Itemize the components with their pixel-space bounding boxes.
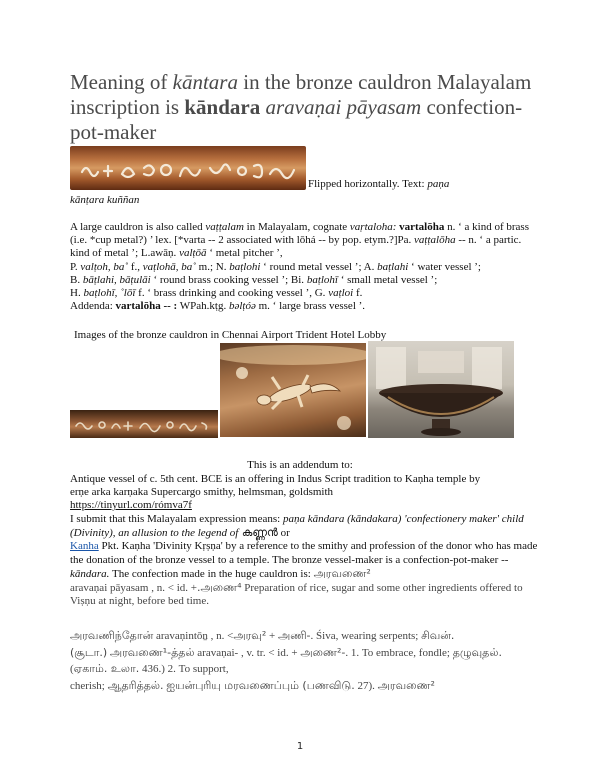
addendum-paragraph: Antique vessel of c. 5th cent. BCE is an offering in Indus Script tradition to Kaṇha temple by erṇe arka karṇaka Supercargo smithy, helmsman, goldsmith https://tinyurl.com/rómva7f [70,473,481,512]
cauldron-lobby-photo [368,341,514,438]
title-term-aravanai: aravaṇai pāyasam [265,95,422,119]
kanha-link[interactable]: Kanha [70,540,99,553]
images-caption: Images of the bronze cauldron in Chennai Airport Trident Hotel Lobby [74,329,387,341]
page-number: 1 [296,741,304,752]
photo-caption: Flipped horizontally. Text: paṇa [308,178,450,190]
tamil-lexicon-paragraph: அரவணிந்தோன் aravaṇintōṉ , n. <அரவு² + அணி-. Śiva, wearing serpents; சிவன். (சூடா.) அரவணை¹-த்தல் aravaṇai- , v. tr. < id. + அணை²-. 1. To embrace, fondle; தழுவுதல். (ஏகாம். உலா. 436.) 2. To support, cherish; ஆதரித்தல். ஐயன்புரியு மரவணைப்பும் (பணவிடு. 27). அரவணை² [70,629,502,692]
title-term-kantara: kāntara [172,70,238,94]
title-text: in the bronze cauldron Malayalam inscription is [70,70,532,119]
title-term-kandara: kāndara [184,95,261,119]
addendum-heading: This is an addendum to: [247,459,353,471]
cauldron-etymology-paragraph: A large cauldron is also called vaṭṭalam in Malayalam, cognate vaṛtaloha: vartalōha n. ‘ a kind of brass (i.e. *cup metal?) ’ lex. [*varta -- 2 associated with lōhá -- by pop. etym.?]Pa. vaṭṭalōha -- n. ‘ a partic. kind of metal ’; L.awāṇ. valṭōā ‘ metal pitcher ’, P. valṭoh, ba˚ f., vaṭlohā, ba˚ m.; N. baṭlohi ‘ round metal vessel ’; A. baṭlahi ‘ water vessel ’; B. bāṭlahi, bāṭulāi ‘ round brass cooking vessel ’; Bi. baṭlohī ‘ small metal vessel ’; H. baṭlohī, ˚lōī f. ‘ brass drinking and cooking vessel ’, G. vaṭloi f. Addenda: vartalōha -- : WPah.kṭg. bəlṭóə m. ‘ large brass vessel ’. [70,221,529,313]
inscription-photo [70,146,306,190]
title-text: Meaning of [70,70,173,94]
meaning-paragraph: I submit that this Malayalam expression means: paṇa kāndara (kāndakara) 'confectionery maker' child (Divinity), an allusion to the legend of കണ്ണൻ or Kanha Pkt. Kaṇha 'Divinity Kṛṣṇa' by a reference to the smithy and profession of the donor who has made the donation of the bronze vessel to a temple. The bronze vessel-maker is a confection-pot-maker -- kāndara. The confection made in the huge cauldron is: அரவணை² aravaṇai pāyasam , n. < id. +.அணை⁴ Preparation of rice, sugar and some other ingredients offered to Viṣṇu at night, before bed time. [70,513,538,608]
title-text: confection-pot-maker [70,95,523,144]
page-title [70,70,540,145]
photo-caption-line2: kānṭara kuññan [70,194,140,206]
lizard-relief-photo [220,343,366,437]
addendum-link[interactable]: https://tinyurl.com/rómva7f [70,499,192,512]
cauldron-rim-inscription-photo [70,410,218,438]
